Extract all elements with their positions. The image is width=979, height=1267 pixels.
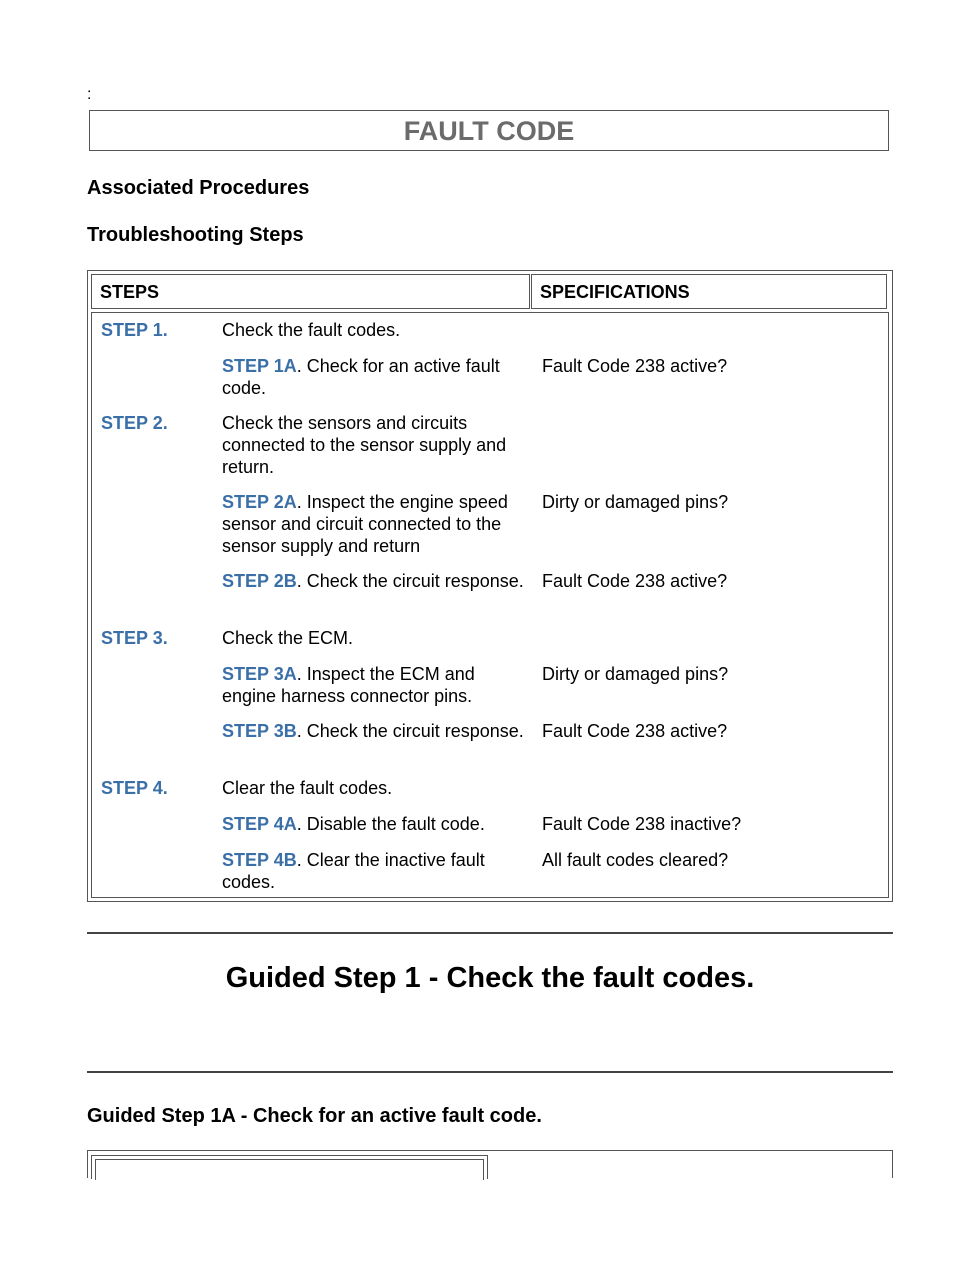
step-number[interactable]: STEP 3. xyxy=(101,628,168,648)
substep-link[interactable]: STEP 2A xyxy=(222,492,297,512)
leading-colon: : xyxy=(87,86,92,103)
specification: Fault Code 238 active? xyxy=(542,721,728,741)
substep-description: STEP 1A. Check for an active fault code. xyxy=(222,356,500,398)
substep-link[interactable]: STEP 1A xyxy=(222,356,297,376)
specification: Fault Code 238 active? xyxy=(542,571,728,591)
step-number[interactable]: STEP 1. xyxy=(101,320,168,340)
header-specifications: SPECIFICATIONS xyxy=(531,274,887,309)
substep-description: STEP 2B. Check the circuit response. xyxy=(222,571,524,591)
specification: Fault Code 238 active? xyxy=(542,356,728,376)
section-divider xyxy=(87,1071,893,1073)
table-body xyxy=(91,312,889,898)
substep-link[interactable]: STEP 2B xyxy=(222,571,297,591)
substep-link[interactable]: STEP 4A xyxy=(222,814,297,834)
page-title: FAULT CODE xyxy=(89,110,889,151)
specification: Fault Code 238 inactive? xyxy=(542,814,742,834)
substep-link[interactable]: STEP 3A xyxy=(222,664,297,684)
section-divider xyxy=(87,932,893,934)
guided-step-table-cell xyxy=(91,1155,488,1179)
step-description: Check the sensors and circuits connected to the sensor supply and return. xyxy=(222,413,507,477)
guided-step-table-inner-cell xyxy=(95,1159,484,1180)
guided-step-table xyxy=(87,1150,893,1178)
header-steps: STEPS xyxy=(91,274,530,309)
guided-step-1-title: Guided Step 1 - Check the fault codes. xyxy=(225,962,755,994)
step-description: Check the ECM. xyxy=(222,628,354,648)
substep-description: STEP 2A. Inspect the engine speed sensor and circuit connected to the sensor supply and return xyxy=(222,492,508,556)
specification: Dirty or damaged pins? xyxy=(542,664,729,684)
specification: All fault codes cleared? xyxy=(542,850,729,870)
substep-description: STEP 4A. Disable the fault code. xyxy=(222,814,485,834)
step-description: Clear the fault codes. xyxy=(222,778,393,798)
troubleshooting-table xyxy=(87,270,893,902)
associated-procedures-heading: Associated Procedures xyxy=(87,177,310,199)
substep-description: STEP 4B. Clear the inactive fault codes. xyxy=(222,850,485,892)
step-number[interactable]: STEP 2. xyxy=(101,413,168,433)
substep-description: STEP 3B. Check the circuit response. xyxy=(222,721,524,741)
specification: Dirty or damaged pins? xyxy=(542,492,729,512)
troubleshooting-steps-heading: Troubleshooting Steps xyxy=(87,224,304,246)
substep-link[interactable]: STEP 4B xyxy=(222,850,297,870)
substep-description: STEP 3A. Inspect the ECM and engine harness connector pins. xyxy=(222,664,475,706)
step-description: Check the fault codes. xyxy=(222,320,401,340)
step-number[interactable]: STEP 4. xyxy=(101,778,168,798)
substep-link[interactable]: STEP 3B xyxy=(222,721,297,741)
guided-step-1a-heading: Guided Step 1A - Check for an active fault code. xyxy=(87,1105,542,1127)
